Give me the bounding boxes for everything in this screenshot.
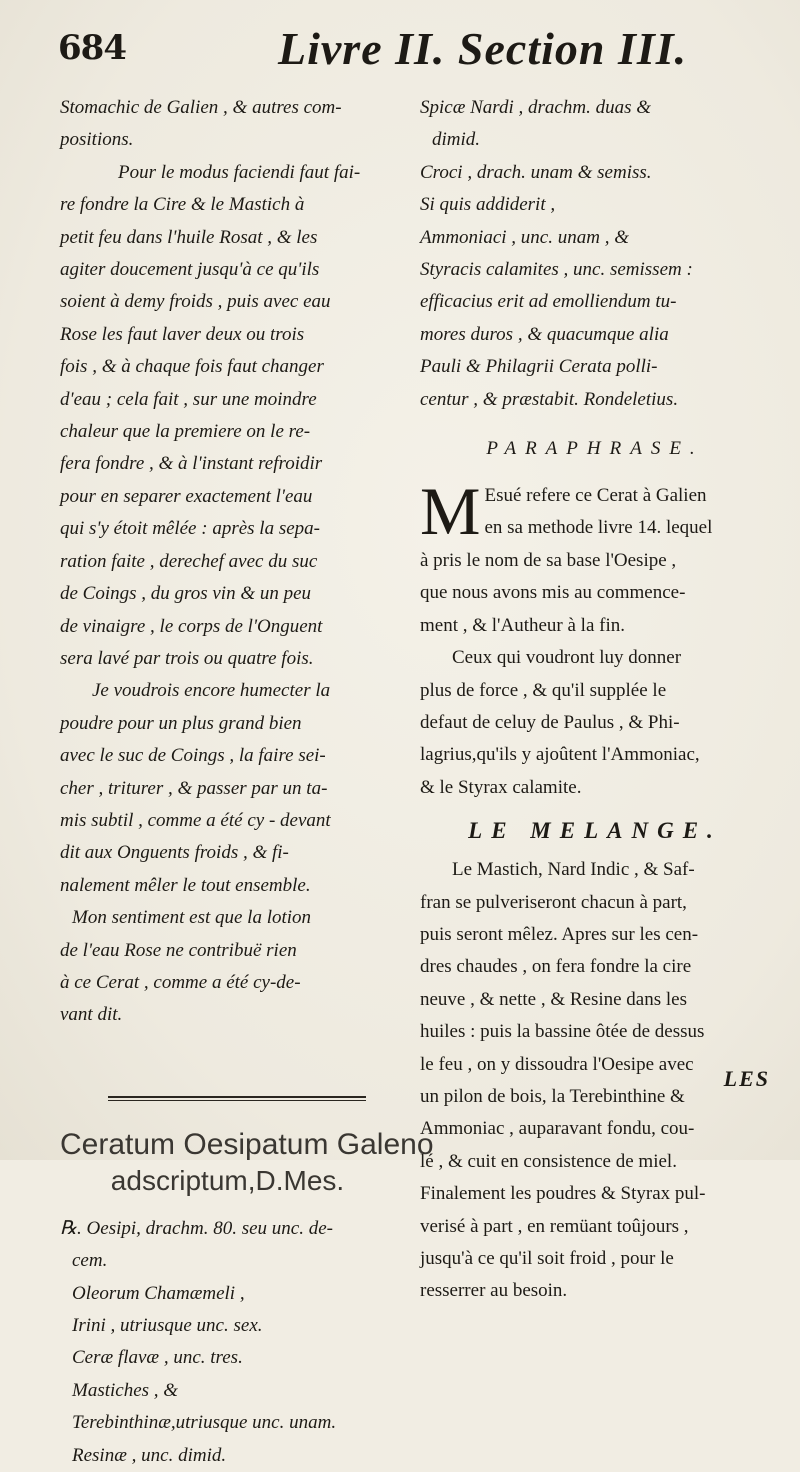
text-line: agiter doucement jusqu'à ce qu'ils <box>60 259 320 281</box>
recipe-line: centur , & præstabit. Rondeletius. <box>420 388 679 410</box>
text-line: chaleur que la premiere on le re- <box>60 421 311 443</box>
text-line: avec le suc de Coings , la faire sei- <box>60 745 326 767</box>
text-line: à ce Cerat , comme a été cy-de- <box>60 971 301 993</box>
melange-heading: LE MELANGE. <box>468 818 722 844</box>
drop-cap: M <box>420 473 481 550</box>
section-divider <box>108 1096 366 1101</box>
text-line: lé , & cuit en consistence de miel. <box>420 1150 677 1172</box>
text-line: poudre pour un plus grand bien <box>60 712 302 734</box>
text-line: fois , & à chaque fois faut changer <box>60 356 324 378</box>
text-line: nalement mêler le tout ensemble. <box>60 874 311 896</box>
text-line: vant dit. <box>60 1004 123 1026</box>
text-line: re fondre la Cire & le Mastich à <box>60 194 305 216</box>
text-line: sera lavé par trois ou quatre fois. <box>60 647 314 669</box>
recipe-line: Si quis addiderit , <box>420 194 556 216</box>
paraphrase-block <box>420 473 770 804</box>
text-line: dres chaudes , on fera fondre la cire <box>420 956 692 978</box>
text-line: Finalement les poudres & Styrax pul- <box>420 1183 706 1205</box>
recipe-line: Irini , utriusque unc. sex. <box>72 1315 263 1336</box>
left-column <box>60 92 434 1472</box>
page-number: 684 <box>58 28 126 68</box>
recipe-line: Terebinthinæ,utriusque unc. unam. <box>72 1412 337 1434</box>
text-line: positions. <box>60 129 134 151</box>
text-line: resserrer au besoin. <box>420 1280 568 1302</box>
recipe-line: Ammoniaci , unc. unam , & <box>420 226 629 248</box>
text-line: Mon sentiment est que la lotion <box>72 907 312 929</box>
text-line: mis subtil , comme a été cy - devant <box>60 809 331 831</box>
text-line: un pilon de bois, la Terebinthine & <box>420 1085 685 1107</box>
text-line: Je voudrois encore humecter la <box>92 680 331 702</box>
text-line: defaut de celuy de Paulus , & Phi- <box>420 711 680 733</box>
recipe-line: Oleorum Chamæmeli , <box>72 1282 245 1304</box>
text-line: Ceux qui voudront luy donner <box>452 647 682 669</box>
text-line: de vinaigre , le corps de l'Onguent <box>60 615 323 637</box>
text-line: Rose les faut laver deux ou trois <box>60 323 305 345</box>
recipe-line: Mastiches , & <box>72 1379 179 1401</box>
recipe-continuation <box>420 92 770 416</box>
paragraph-suggestion <box>60 675 395 902</box>
recipe-line: Styracis calamites , unc. semissem : <box>420 259 693 281</box>
catchword: LES <box>723 1066 770 1091</box>
text-line: Esué refere ce Cerat à Galien <box>484 485 707 507</box>
text-line: lagrius,qu'ils y ajoûtent l'Ammoniac, <box>420 744 700 766</box>
melange-block <box>420 854 770 1308</box>
recipe-line: Ceræ flavæ , unc. tres. <box>72 1347 243 1369</box>
text-line: que nous avons mis au commence- <box>420 582 686 604</box>
text-line: verisé à part , en remüant toûjours , <box>420 1215 689 1237</box>
text-line: en sa methode livre 14. lequel <box>484 517 713 539</box>
text-line: & le Styrax calamite. <box>420 776 582 798</box>
paraphrase-heading: PARAPHRASE. <box>486 438 704 460</box>
text-line: petit feu dans l'huile Rosat , & les <box>60 226 318 248</box>
text-line: soient à demy froids , puis avec eau <box>60 291 331 313</box>
text-line: qui s'y étoit mêlée : après la sepa- <box>60 518 320 540</box>
text-line: Stomachic de Galien , & autres com- <box>60 97 342 118</box>
recipe-line: mores duros , & quacumque alia <box>420 323 669 345</box>
text-line: plus de force , & qu'il supplée le <box>420 679 667 701</box>
recipe-line: dimid. <box>432 129 481 151</box>
paragraph-method <box>60 157 395 676</box>
recipe-line: cem. <box>72 1250 108 1272</box>
intro-block <box>60 92 395 157</box>
ink-mark <box>60 1032 395 1084</box>
recipe-line: ℞. Oesipi, drachm. 80. seu unc. de- <box>60 1217 333 1239</box>
recipe-line: Croci , drach. unam & semiss. <box>420 161 652 183</box>
text-line: fran se pulveriseront chacun à part, <box>420 891 687 913</box>
text-line: ration faite , derechef avec du suc <box>60 550 318 572</box>
text-line: ment , & l'Autheur à la fin. <box>420 614 625 636</box>
text-line: fera fondre , & à l'instant refroidir <box>60 453 323 475</box>
recipe-list <box>60 1213 395 1472</box>
text-line: puis seront mêlez. Apres sur les cen- <box>420 923 699 945</box>
recipe-line: efficacius erit ad emolliendum tu- <box>420 291 677 313</box>
recipe-line: Resinæ , unc. dimid. <box>72 1444 227 1466</box>
text-line: d'eau ; cela fait , sur une moindre <box>60 388 317 410</box>
section-title: Ceratum Oesipatum Galeno <box>60 1127 434 1161</box>
text-line: le feu , on y dissoudra l'Oesipe avec <box>420 1053 694 1075</box>
page-header <box>58 22 748 72</box>
recipe-line: Pauli & Philagrii Cerata polli- <box>420 356 658 378</box>
right-column <box>420 92 770 1308</box>
text-line: à pris le nom de sa base l'Oesipe , <box>420 549 677 571</box>
text-line: dit aux Onguents froids , & fi- <box>60 842 289 864</box>
text-line: Ammoniac , auparavant fondu, cou- <box>420 1118 695 1140</box>
text-line: Le Mastich, Nard Indic , & Saf- <box>452 859 695 881</box>
dropcap-lines <box>420 473 770 550</box>
text-line: pour en separer exactement l'eau <box>60 485 313 507</box>
text-line: Pour le modus faciendi faut fai- <box>118 161 361 183</box>
text-line: huiles : puis la bassine ôtée de dessus <box>420 1021 705 1043</box>
recipe-line: Spicæ Nardi , drachm. duas & <box>420 97 651 118</box>
text-line: cher , triturer , & passer par un ta- <box>60 777 328 799</box>
section-subtitle: adscriptum,D.Mes. <box>110 1164 345 1196</box>
running-head: Livre II. Section III. <box>278 23 688 74</box>
text-line: jusqu'à ce qu'il soit froid , pour le <box>420 1248 674 1269</box>
text-line: neuve , & nette , & Resine dans les <box>420 988 687 1010</box>
text-line: de l'eau Rose ne contribuë rien <box>60 939 297 961</box>
text-line: de Coings , du gros vin & un peu <box>60 583 312 605</box>
paragraph-opinion <box>60 902 395 1032</box>
